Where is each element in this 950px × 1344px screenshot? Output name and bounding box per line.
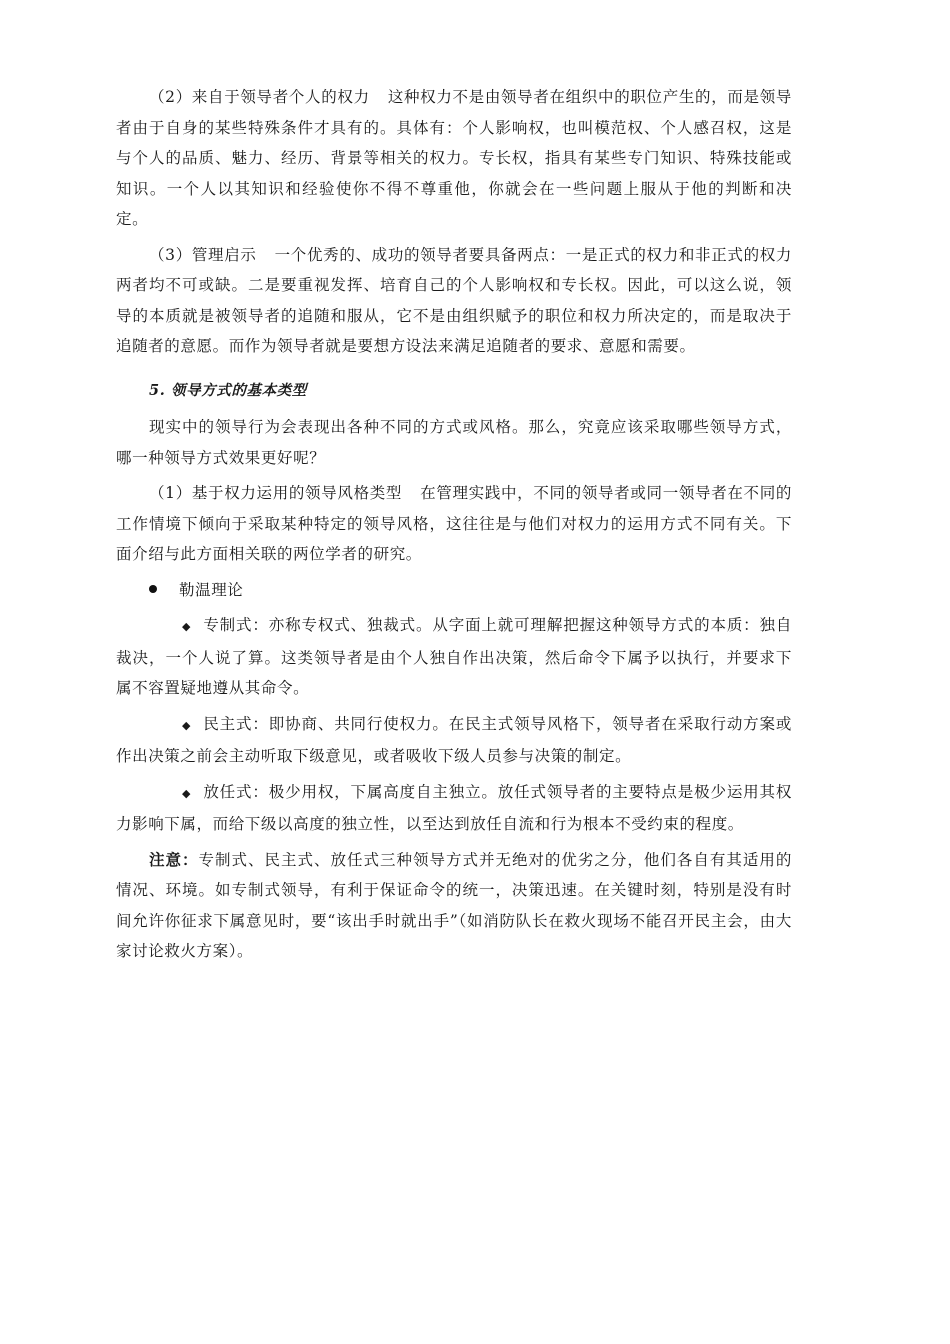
bullet-dot-icon [149,585,157,593]
list-item-text: 民主式：即协商、共同行使权力。在民主式领导风格下，领导者在采取行动方案或作出决策之前会主动听取下级意见，或者吸收下级人员参与决策的制定。 [116,714,792,765]
list-item-text: 专制式：亦称专权式、独裁式。从字面上就可理解把握这种领导方式的本质：独自裁决，一个人说了算。这类领导者是由个人独自作出决策，然后命令下属予以执行，并要求下属不容置疑地遵从其命令。 [116,616,792,697]
paragraph-body: 这种权力不是由领导者在组织中的职位产生的，而是领导者由于自身的某些特殊条件才具有的。具体有：个人影响权，也叫模范权、个人感召权，这是与个人的品质、魅力、经历、背景等相关的权力。专长权，指具有某些专门知识、特殊技能或知识。一个人以其知识和经验使你不得不尊重他，你就会在一些问题上服从于他的判断和决定。 [116,88,792,228]
paragraph-personal-power [116,82,792,235]
paragraph-title: （2）来自于领导者个人的权力 [149,88,370,106]
note-body: 专制式、民主式、放任式三种领导方式并无绝对的优劣之分，他们各自有其适用的情况、环境。如专制式领导，有利于保证命令的统一，决策迅速。在关键时刻，特别是没有时间允许你征求下属意见时，要“该出手时就出手”（如消防队长在救火现场不能召开民主会，由大家讨论救火方案）。 [116,850,792,960]
paragraph-body: 在管理实践中，不同的领导者或同一领导者在不同的工作情境下倾向于采取某种特定的领导风格，这往往是与他们对权力的运用方式不同有关。下面介绍与此方面相关联的两位学者的研究。 [116,484,792,563]
bullet-theory [149,575,792,606]
paragraph-power-style-types [116,478,792,570]
paragraph-body: 一个优秀的、成功的领导者要具备两点：一是正式的权力和非正式的权力两者均不可或缺。二是要重视发挥、培育自己的个人影响权和专长权。因此，可以这么说，领导的本质就是被领导者的追随和服从，它不是由组织赋予的职位和权力所决定的，而是取决于追随者的意愿。而作为领导者就是要想方设法来满足追随者的要求、意愿和需要。 [116,245,793,355]
list-item-democratic [116,709,792,772]
diamond-bullet-icon: ◆ [182,786,192,800]
diamond-bullet-icon: ◆ [182,718,192,732]
list-item-autocratic [116,610,792,704]
section-intro: 现实中的领导行为会表现出各种不同的方式或风格。那么，究竟应该采取哪些领导方式，哪一种领导方式效果更好呢？ [116,418,792,467]
paragraph-management-insight [116,240,792,362]
note-paragraph [116,845,792,967]
note-label: 注意： [149,849,199,869]
paragraph-title: （3）管理启示 [149,245,257,264]
section-heading: 5. 领导方式的基本类型 [149,381,307,399]
document-page [116,82,792,972]
list-item-text: 放任式：极少用权，下属高度自主独立。放任式领导者的主要特点是极少运用其权力影响下属，而给下级以高度的独立性，以至达到放任自流和行为根本不受约束的程度。 [116,782,792,833]
bullet-theory-label: 勒温理论 [179,580,244,599]
diamond-bullet-icon: ◆ [182,620,192,633]
paragraph-title: （1）基于权力运用的领导风格类型 [149,484,403,502]
list-item-laissez-faire [116,777,792,840]
